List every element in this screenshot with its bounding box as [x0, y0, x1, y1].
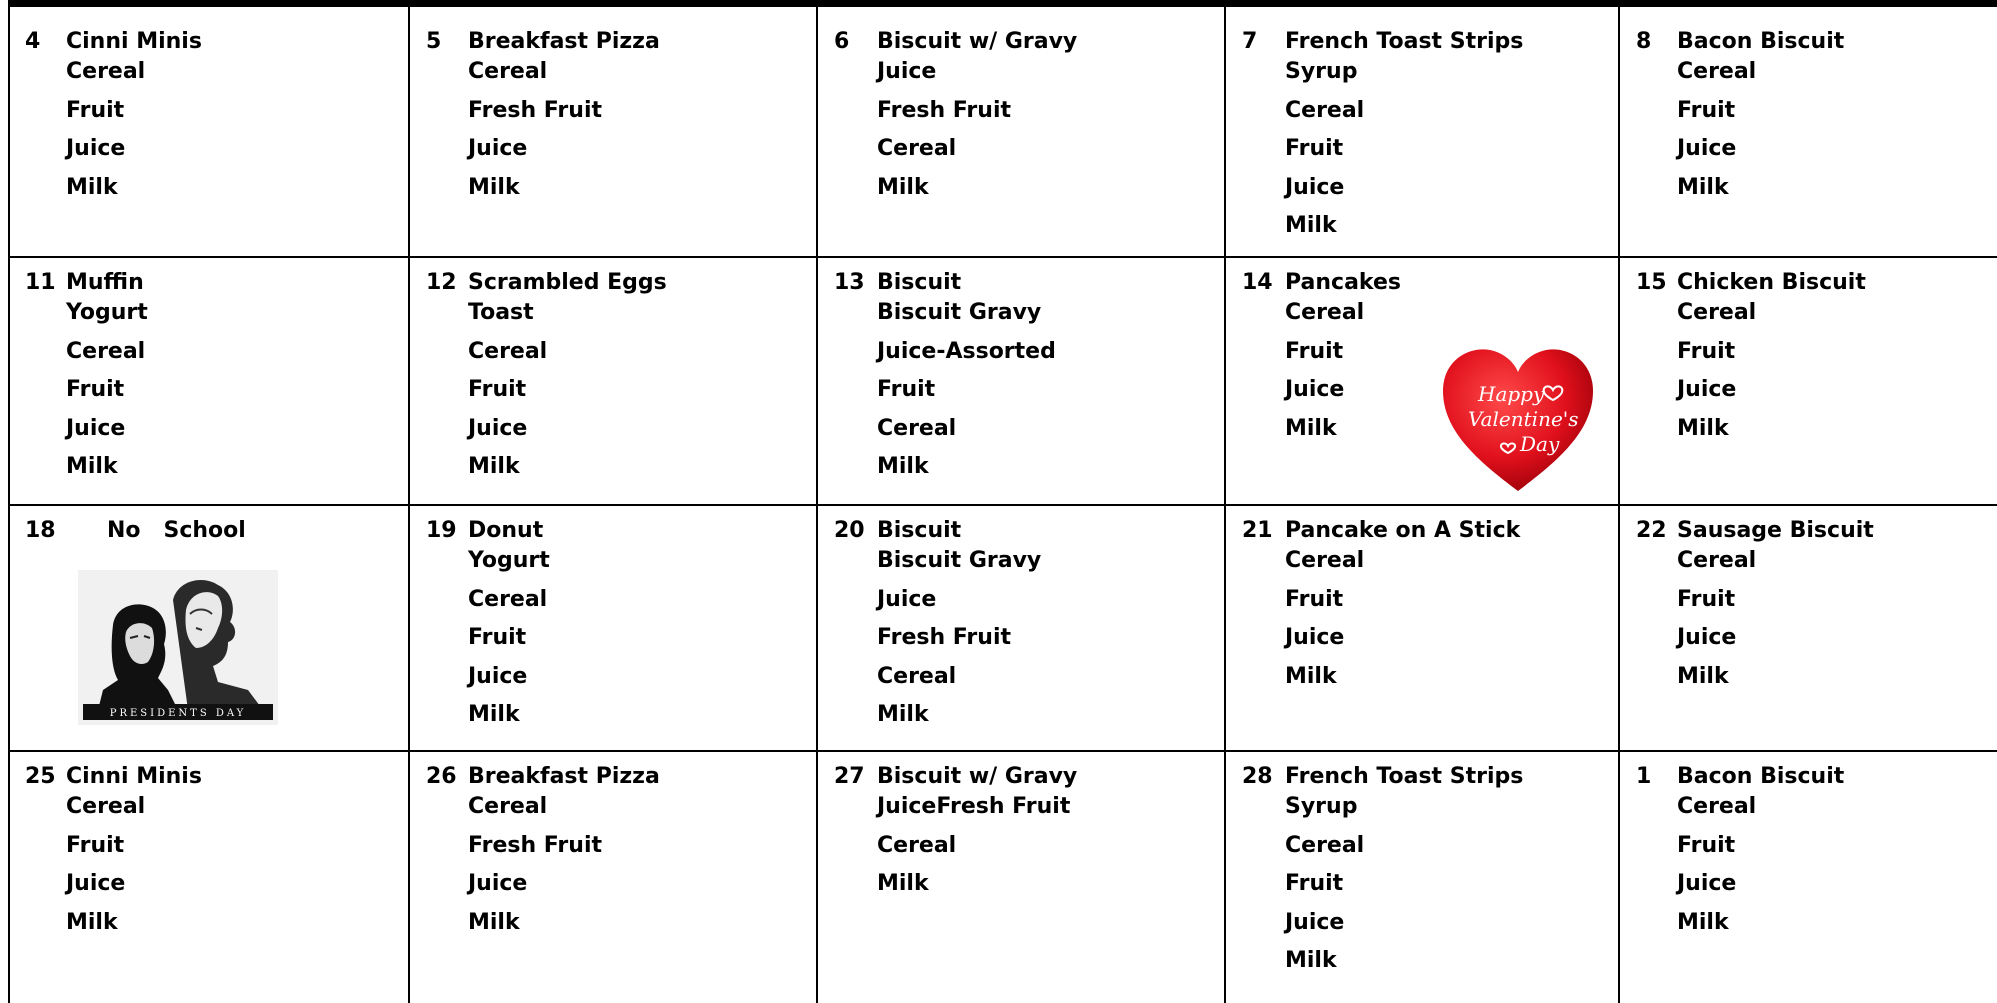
day-cell [1224, 750, 1618, 1003]
day-header [408, 27, 816, 57]
day-main-entree: Pancake on A Stick [1285, 518, 1521, 543]
valentine-text-valentines: Valentine's [1468, 407, 1579, 431]
menu-item: Cereal [1285, 832, 1365, 858]
day-main-entree: Bacon Biscuit [1677, 29, 1845, 54]
day-main-entree: Pancakes [1285, 270, 1401, 295]
day-header [8, 27, 408, 57]
menu-item: Juice [66, 415, 126, 441]
day-header [816, 268, 1224, 298]
menu-item: Juice [877, 59, 937, 84]
menu-item: Cereal [1677, 59, 1757, 84]
day-number: 26 [426, 764, 457, 789]
day-main-entree: French Toast Strips [1285, 29, 1524, 54]
day-number: 6 [834, 29, 850, 54]
day-header [408, 516, 816, 546]
day-header [1618, 516, 1997, 546]
day-cell [408, 504, 816, 750]
menu-item: Milk [66, 454, 118, 480]
menu-item: Juice [1677, 625, 1737, 651]
day-main-entree: No School [107, 518, 246, 543]
menu-item: Fresh Fruit [468, 97, 602, 123]
day-number: 19 [426, 518, 457, 543]
menu-item: Cereal [468, 586, 548, 612]
day-cell [816, 750, 1224, 1003]
day-header [816, 762, 1224, 792]
day-cell [408, 750, 816, 1003]
menu-item: Juice [1285, 909, 1345, 935]
menu-item: Milk [468, 702, 520, 728]
day-header [8, 762, 408, 792]
menu-item: Fruit [468, 377, 527, 403]
menu-item: Milk [877, 702, 929, 728]
menu-item: Milk [1677, 174, 1729, 200]
day-cell [1618, 504, 1997, 750]
day-number: 27 [834, 764, 865, 789]
menu-item: Milk [1285, 213, 1337, 239]
day-cell [816, 504, 1224, 750]
menu-item: Juice [1677, 377, 1737, 403]
menu-item: Juice [468, 871, 528, 897]
menu-item: Milk [1677, 909, 1729, 935]
menu-item: Fruit [66, 377, 125, 403]
day-header [408, 762, 816, 792]
menu-item: Cereal [877, 663, 957, 689]
menu-item: Fruit [1285, 338, 1344, 364]
day-number: 13 [834, 270, 865, 295]
menu-item: Cereal [877, 832, 957, 858]
day-number: 25 [25, 764, 56, 789]
day-cell [408, 7, 816, 256]
day-number: 12 [426, 270, 457, 295]
day-main-entree: French Toast Strips [1285, 764, 1524, 789]
menu-item: Milk [877, 871, 929, 897]
menu-item: Fresh Fruit [468, 832, 602, 858]
day-header [1224, 27, 1618, 57]
menu-item: Milk [468, 909, 520, 935]
top-border [8, 0, 1997, 7]
day-main-entree: Biscuit [877, 518, 962, 543]
menu-item: Cereal [1285, 548, 1365, 573]
day-cell [816, 7, 1224, 256]
day-main-entree: Scrambled Eggs [468, 270, 667, 295]
day-number: 14 [1242, 270, 1273, 295]
menu-item: Milk [1677, 415, 1729, 441]
menu-item: Milk [877, 454, 929, 480]
day-cell [8, 7, 408, 256]
day-cell [8, 750, 408, 1003]
day-header [816, 516, 1224, 546]
day-main-entree: Biscuit w/ Gravy [877, 764, 1078, 789]
day-header [816, 27, 1224, 57]
valentine-text-day: Day [1520, 432, 1560, 456]
day-main-entree: Bacon Biscuit [1677, 764, 1845, 789]
day-cell [8, 256, 408, 504]
day-header [1224, 268, 1618, 298]
menu-item: Fruit [468, 625, 527, 651]
menu-item: Milk [1285, 663, 1337, 689]
day-header [8, 516, 408, 546]
day-number: 18 [25, 518, 56, 543]
menu-item: Cereal [1285, 300, 1365, 325]
day-number: 11 [25, 270, 56, 295]
menu-item: Cereal [1677, 300, 1757, 325]
day-number: 4 [25, 29, 41, 54]
menu-item: Milk [1285, 948, 1337, 974]
day-number: 22 [1636, 518, 1667, 543]
presidents-day-banner-text: PRESIDENTS DAY [109, 708, 247, 719]
menu-item: Cereal [1677, 794, 1757, 819]
day-header [408, 268, 816, 298]
day-main-entree: Breakfast Pizza [468, 29, 660, 54]
menu-item: Juice [66, 136, 126, 162]
day-number: 21 [1242, 518, 1273, 543]
day-cell [1618, 750, 1997, 1003]
menu-item: Fruit [1285, 586, 1344, 612]
day-main-entree: Cinni Minis [66, 764, 202, 789]
menu-item: Fruit [877, 377, 936, 403]
menu-item: Fruit [1285, 871, 1344, 897]
menu-item: Yogurt [468, 548, 550, 573]
menu-item: Fruit [1677, 832, 1736, 858]
menu-item: Cereal [1677, 548, 1757, 573]
day-main-entree: Biscuit w/ Gravy [877, 29, 1078, 54]
day-cell [1224, 504, 1618, 750]
day-header [8, 268, 408, 298]
menu-item: Cereal [66, 338, 146, 364]
menu-item: Milk [66, 174, 118, 200]
valentine-heart-balloon [1438, 346, 1598, 496]
day-main-entree: Muffin [66, 270, 144, 295]
menu-item: Cereal [66, 794, 146, 819]
menu-item: Fruit [1677, 97, 1736, 123]
menu-item: Fruit [66, 97, 125, 123]
valentine-text-happy: Happy [1478, 382, 1545, 406]
day-cell [1224, 7, 1618, 256]
day-number: 5 [426, 29, 442, 54]
menu-item: Juice [1285, 625, 1345, 651]
day-main-entree: Donut [468, 518, 544, 543]
menu-item: Fresh Fruit [877, 625, 1011, 651]
menu-item: Biscuit Gravy [877, 548, 1042, 573]
breakfast-menu-calendar [8, 0, 1997, 1003]
day-main-entree: Chicken Biscuit [1677, 270, 1866, 295]
menu-item: JuiceFresh Fruit [877, 794, 1071, 819]
menu-item: Cereal [468, 59, 548, 84]
menu-item: Cereal [877, 136, 957, 162]
menu-item: Fruit [1677, 586, 1736, 612]
day-header [1224, 762, 1618, 792]
menu-item: Syrup [1285, 794, 1358, 819]
menu-item: Juice [468, 663, 528, 689]
menu-item: Juice [468, 136, 528, 162]
menu-item: Milk [468, 174, 520, 200]
day-number: 20 [834, 518, 865, 543]
day-cell [816, 256, 1224, 504]
day-header [1224, 516, 1618, 546]
menu-item: Fruit [1285, 136, 1344, 162]
day-main-entree: Biscuit [877, 270, 962, 295]
menu-item: Juice [1677, 871, 1737, 897]
menu-item: Juice [1677, 136, 1737, 162]
day-number: 28 [1242, 764, 1273, 789]
menu-item: Juice [468, 415, 528, 441]
menu-item: Juice [1285, 377, 1345, 403]
day-number: 15 [1636, 270, 1667, 295]
day-main-entree: Breakfast Pizza [468, 764, 660, 789]
menu-item: Cereal [877, 415, 957, 441]
menu-item: Toast [468, 300, 534, 325]
day-number: 7 [1242, 29, 1258, 54]
menu-item: Milk [1677, 663, 1729, 689]
menu-item: Cereal [468, 338, 548, 364]
day-cell [1618, 256, 1997, 504]
presidents-day-illustration [78, 570, 278, 725]
day-number: 8 [1636, 29, 1652, 54]
day-main-entree: Cinni Minis [66, 29, 202, 54]
day-number: 1 [1636, 764, 1652, 789]
day-cell [1618, 7, 1997, 256]
menu-item: Cereal [468, 794, 548, 819]
menu-item: Syrup [1285, 59, 1358, 84]
menu-item: Milk [66, 909, 118, 935]
menu-item: Biscuit Gravy [877, 300, 1042, 325]
menu-item: Fruit [66, 832, 125, 858]
day-header [1618, 268, 1997, 298]
menu-item: Milk [1285, 415, 1337, 441]
menu-item: Fresh Fruit [877, 97, 1011, 123]
menu-item: Juice-Assorted [877, 338, 1056, 364]
menu-item: Juice [877, 586, 937, 612]
menu-item: Cereal [1285, 97, 1365, 123]
day-header [1618, 762, 1997, 792]
menu-item: Cereal [66, 59, 146, 84]
menu-item: Milk [468, 454, 520, 480]
menu-item: Fruit [1677, 338, 1736, 364]
menu-item: Yogurt [66, 300, 148, 325]
menu-item: Juice [1285, 174, 1345, 200]
day-main-entree: Sausage Biscuit [1677, 518, 1874, 543]
menu-item: Juice [66, 871, 126, 897]
menu-item: Milk [877, 174, 929, 200]
day-header [1618, 27, 1997, 57]
day-cell [408, 256, 816, 504]
